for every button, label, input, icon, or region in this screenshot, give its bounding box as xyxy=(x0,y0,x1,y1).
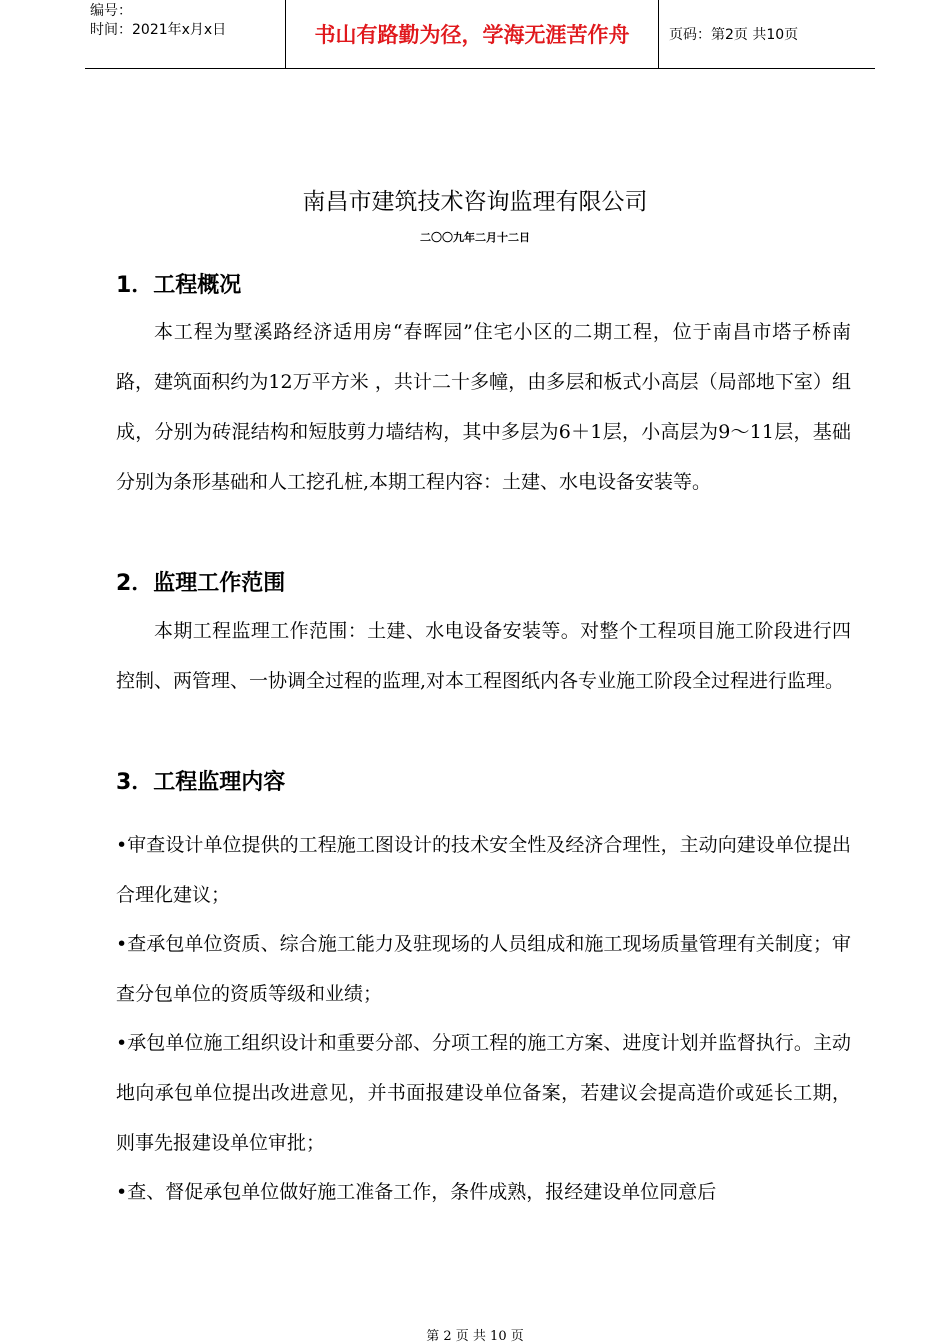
header-motto: 书山有路勤为径，学海无涯苦作舟 xyxy=(285,0,659,68)
section-heading-2: 2．监理工作范围 xyxy=(116,571,286,596)
page-footer: 第 2 页 共 10 页 xyxy=(426,1329,524,1344)
document-date: 二〇〇九年二月十二日 xyxy=(420,231,530,244)
section-3-item: •承包单位施工组织设计和重要分部、分项工程的施工方案、进度计划并监督执行。主动地向承包单位提出改进意见，并书面报建设单位备案，若建议会提高造价或延长工期，则事先报建设单位审批； xyxy=(116,1032,851,1154)
header-meta xyxy=(90,2,285,68)
section-1-paragraph: 本工程为墅溪路经济适用房“春晖园”住宅小区的二期工程，位于南昌市塔子桥南路，建筑面积约为12万平方米 ，共计二十多幢，由多层和板式小高层（局部地下室）组成，分别为砖混结构和短肢剪力墙结构，其中多层为6＋1层，小高层为9～11层，基础分别为条形基础和人工挖孔桩,本期工程内容：土建、水电设备安装等。 xyxy=(116,321,851,493)
time-line: 时间：2021年x月x日 xyxy=(90,22,227,38)
section-2-paragraph: 本期工程监理工作范围：土建、水电设备安装等。对整个工程项目施工阶段进行四控制、两管理、一协调全过程的监理,对本工程图纸内各专业施工阶段全过程进行监理。 xyxy=(116,620,851,692)
header-page-info: 页码：第2页 共10页 xyxy=(669,27,799,43)
section-3-item: •审查设计单位提供的工程施工图设计的技术安全性及经济合理性，主动向建设单位提出合理化建议； xyxy=(116,834,851,906)
section-3-item: •查、督促承包单位做好施工准备工作，条件成熟，报经建设单位同意后 xyxy=(116,1181,717,1203)
number-label: 编号： xyxy=(90,3,132,19)
section-heading-1: 1．工程概况 xyxy=(116,273,242,298)
section-heading-3: 3．工程监理内容 xyxy=(116,770,286,795)
document-title: 南昌市建筑技术咨询监理有限公司 xyxy=(302,189,648,215)
section-3-item: •查承包单位资质、综合施工能力及驻现场的人员组成和施工现场质量管理有关制度；审查分包单位的资质等级和业绩； xyxy=(116,933,851,1005)
page-header xyxy=(85,0,875,69)
